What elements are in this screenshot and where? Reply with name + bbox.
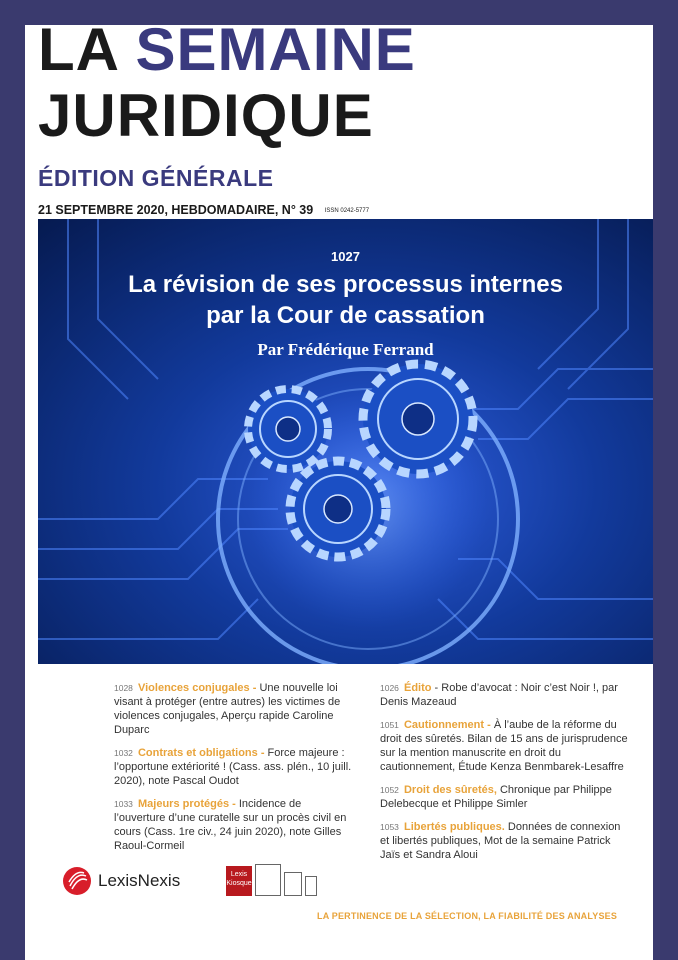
masthead-la: LA (38, 16, 118, 83)
entry-text: Données de connexion et libertés publiques, Mot de la semaine Patrick Jaïs et Sandra Aloui (380, 821, 621, 861)
entry-topic: Cautionnement - (403, 719, 491, 731)
toc-entry (380, 783, 630, 811)
phone-icon (305, 876, 317, 896)
entry-text: Chronique par Philippe Delebecque et Philippe Simler (380, 784, 612, 810)
entry-text: Force majeure : l’opportune extériorité ! (Cass. ass. plén., 10 juill. 2020), note Pascal Oudot (114, 747, 352, 787)
entry-text: Incidence de l’ouverture d’une curatelle sur un procès civil en cours (Cass. 1re civ., 24 juin 2020), note Gilles Raoul-Cormeil (114, 798, 347, 852)
entry-number: 1053 (380, 822, 399, 832)
toc-entry (380, 681, 630, 709)
laptop-icon (284, 872, 302, 896)
toc-entry (114, 681, 354, 737)
feature-title-line2: par la Cour de cassation (206, 302, 485, 329)
lexis-kiosque (226, 864, 317, 896)
entry-number: 1032 (114, 748, 133, 758)
edition-label: ÉDITION GÉNÉRALE (38, 165, 274, 191)
dateline (38, 203, 369, 217)
tablet-icon (255, 864, 281, 896)
entry-text: À l’aube de la réforme du droit des sûretés. Bilan de 15 ans de jurisprudence sur la mention manuscrite en droit du cautionnement, Étude Kenza Benmbarek-Lesaffre (380, 719, 628, 773)
masthead-juridique: JURIDIQUE (38, 82, 374, 149)
publisher-name: LexisNexis (98, 871, 181, 890)
entry-topic: Majeurs protégés - (137, 798, 236, 810)
feature-author: Par Frédérique Ferrand (257, 340, 434, 359)
entry-number: 1051 (380, 720, 399, 730)
entry-topic: Édito (403, 682, 432, 694)
entry-topic: Violences conjugales - (137, 682, 257, 694)
masthead-line1 (38, 16, 416, 83)
contents-right-column (380, 681, 630, 871)
kiosque-badge: Lexis Kiosque (226, 866, 252, 896)
issn: ISSN 0242-5777 (324, 207, 370, 214)
feature-title-line1: La révision de ses processus internes (128, 271, 563, 298)
entry-number: 1052 (380, 785, 399, 795)
tagline: LA PERTINENCE DE LA SÉLECTION, LA FIABILITÉ DES ANALYSES (317, 911, 618, 921)
entry-number: 1026 (380, 683, 399, 693)
toc-entry (380, 718, 630, 774)
entry-number: 1033 (114, 799, 133, 809)
masthead-semaine: SEMAINE (135, 16, 416, 83)
feature-number: 1027 (331, 249, 360, 264)
contents-left-column (114, 681, 354, 862)
lexisnexis-logo (62, 866, 180, 896)
entry-text: - Robe d’avocat : Noir c’est Noir !, par Denis Mazeaud (380, 682, 618, 708)
entry-number: 1028 (114, 683, 133, 693)
toc-entry (114, 746, 354, 788)
entry-topic: Contrats et obligations - (137, 747, 265, 759)
toc-entry (380, 820, 630, 862)
entry-topic: Libertés publiques. (403, 821, 505, 833)
feature-hero (38, 219, 653, 664)
toc-entry (114, 797, 354, 853)
entry-topic: Droit des sûretés, (403, 784, 497, 796)
feature-title (58, 269, 633, 331)
issue-date: 21 SEPTEMBRE 2020, HEBDOMADAIRE, N° 39 (38, 203, 314, 217)
lexisnexis-logo-icon (62, 866, 92, 896)
entry-text: Une nouvelle loi visant à protéger (entre autres) les victimes de violences conjugales, Aperçu rapide Caroline Duparc (114, 682, 341, 736)
